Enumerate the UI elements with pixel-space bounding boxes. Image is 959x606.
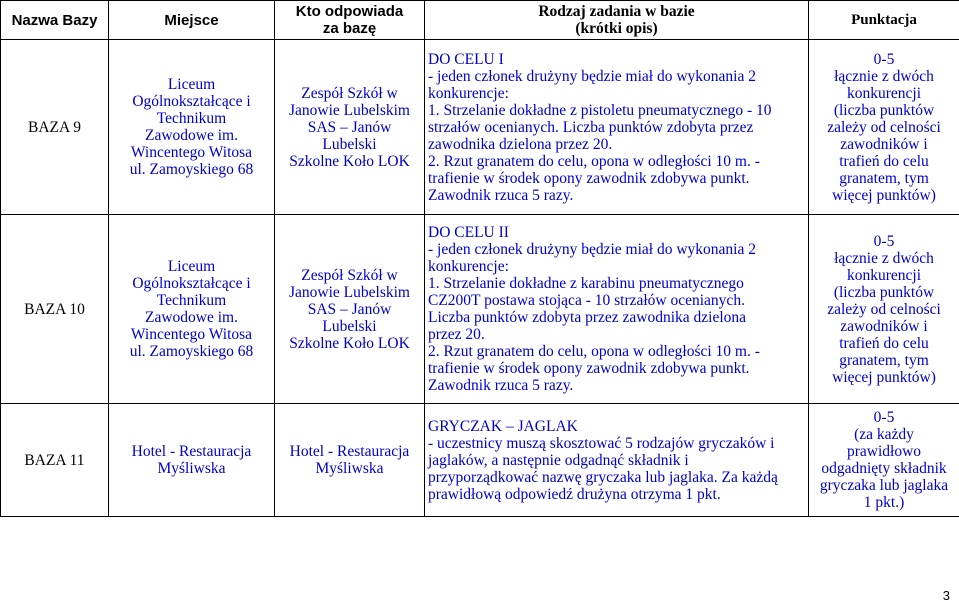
score-cell: 0-5 łącznie z dwóch konkurencji (liczba punktów zależy od celności zawodników i trafień do celu granatem, tym więcej punktów): [809, 40, 959, 215]
header-nazwa: Nazwa Bazy: [1, 1, 109, 40]
task-description: - jeden członek drużyny będzie miał do wykonania 2 konkurencje: 1. Strzelanie dokładne z pistoletu pneumatycznego - 10 strzałów ocenianych. Liczba punktów zdobyta przez zawodnika dzielona przez 20. 2. Rzut granatem do celu, opona w odległości 10 m. - trafienie w środek opony zawodnik zdobywa punkt. Zawodnik rzuca 5 razy.: [428, 67, 772, 204]
base-name-cell: BAZA 9: [1, 40, 109, 215]
header-miejsce: Miejsce: [109, 1, 275, 40]
task-title: DO CELU I: [428, 50, 504, 68]
base-name-cell: BAZA 11: [1, 404, 109, 517]
task-description: - jeden członek drużyny będzie miał do wykonania 2 konkurencje: 1. Strzelanie dokładne z karabinu pneumatycznego CZ200T postawa stojąca - 10 strzałów ocenianych. Liczba punktów zdobyta przez zawodnika dzielona przez 20. 2. Rzut granatem do celu, opona w odległości 10 m. - trafienie w środek opony zawodnik zdobywa punkt. Zawodnik rzuca 5 razy.: [428, 241, 760, 394]
location-cell: Liceum Ogólnokształcące i Technikum Zawodowe im. Wincentego Witosa ul. Zamoyskiego 68: [109, 215, 275, 404]
header-rodzaj: Rodzaj zadania w bazie (krótki opis): [425, 1, 809, 40]
page-number: 3: [942, 588, 950, 603]
task-cell: [425, 40, 809, 215]
header-punktacja: Punktacja: [809, 1, 959, 40]
table-header-row: [1, 1, 959, 40]
task-title: GRYCZAK – JAGLAK: [428, 417, 578, 435]
score-cell: 0-5 łącznie z dwóch konkurencji (liczba punktów zależy od celności zawodników i trafień do celu granatem, tym więcej punktów): [809, 215, 959, 404]
task-title: DO CELU II: [428, 224, 509, 241]
location-cell: Liceum Ogólnokształcące i Technikum Zawodowe im. Wincentego Witosa ul. Zamoyskiego 68: [109, 40, 275, 215]
responsible-cell: Hotel - Restauracja Myśliwska: [275, 404, 425, 517]
responsible-cell: Zespół Szkół w Janowie Lubelskim SAS – Janów Lubelski Szkolne Koło LOK: [275, 215, 425, 404]
task-cell: [425, 215, 809, 404]
location-cell: Hotel - Restauracja Myśliwska: [109, 404, 275, 517]
header-kto: Kto odpowiada za bazę: [275, 1, 425, 40]
task-description: - uczestnicy muszą skosztować 5 rodzajów gryczaków i jaglaków, a następnie odgadnąć składnik i przyporządkować nazwę gryczaka lub jaglaka. Za każdą prawidłową odpowiedź drużyna otrzyma 1 pkt.: [428, 434, 778, 503]
score-cell: 0-5 (za każdy prawidłowo odgadnięty składnik gryczaka lub jaglaka 1 pkt.): [809, 404, 959, 517]
responsible-cell: Zespół Szkół w Janowie Lubelskim SAS – Janów Lubelski Szkolne Koło LOK: [275, 40, 425, 215]
table-row: [1, 404, 959, 517]
table-row: [1, 215, 959, 404]
base-name-cell: BAZA 10: [1, 215, 109, 404]
task-cell: [425, 404, 809, 517]
table-row: [1, 40, 959, 215]
